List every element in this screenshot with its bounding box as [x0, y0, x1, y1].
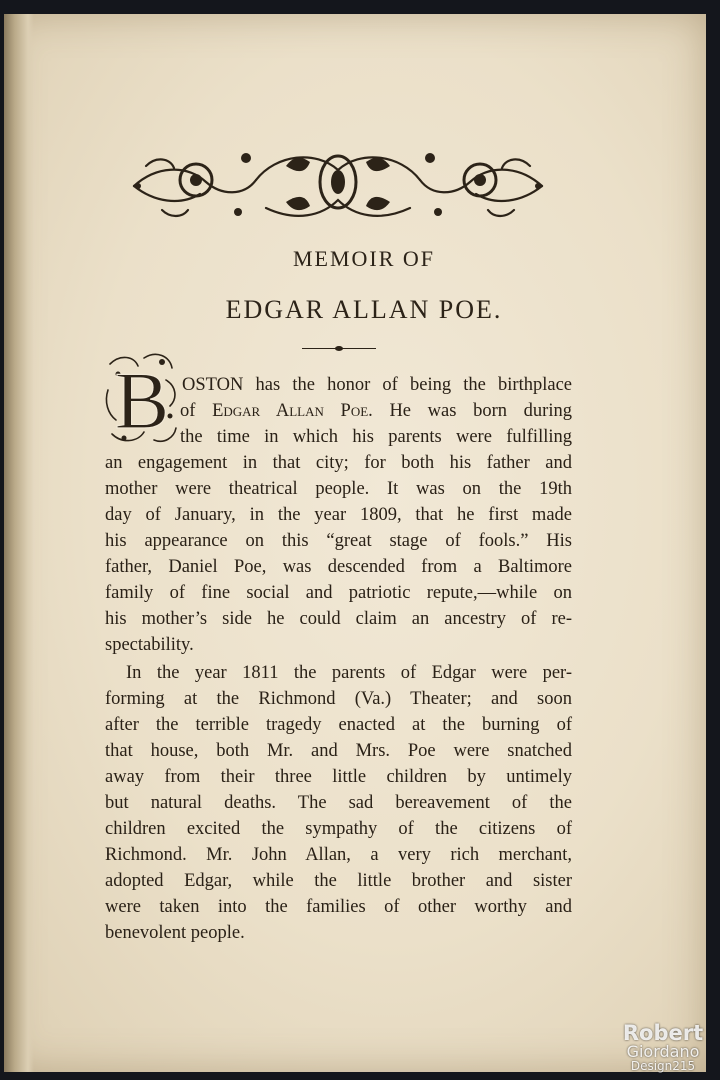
author-name-small-caps: Edgar Allan Poe [212, 401, 369, 421]
text-line: forming at the Richmond (Va.) Theater; and soon [105, 689, 572, 709]
text-line: but natural deaths. The sad bereavement of the [105, 793, 572, 813]
text-line: an engagement in that city; for both his father and [105, 453, 572, 473]
watermark-line-3: Design215 [630, 1059, 696, 1073]
watermark-line-1: Robert [622, 1021, 704, 1045]
text-line: that house, both Mr. and Mrs. Poe were snatched [105, 741, 572, 761]
text-line: family of fine social and patriotic repute,—while on [105, 583, 572, 603]
photographer-watermark [618, 1023, 708, 1072]
text-line: Richmond. Mr. John Allan, a very rich merchant, [105, 845, 572, 865]
text-span: of [180, 401, 213, 421]
text-line: day of January, in the year 1809, that he first made [105, 505, 572, 525]
memoir-title-line-2: EDGAR ALLAN POE. [225, 295, 503, 324]
text-line: his appearance on this “great stage of fools.” His [105, 531, 572, 551]
text-line: away from their three little children by untimely [105, 767, 572, 787]
text-line: children excited the sympathy of the citizens of [105, 819, 572, 839]
text-line: after the terrible tragedy enacted at the burning of [105, 715, 572, 735]
memoir-title-line-1: MEMOIR OF [292, 246, 436, 271]
page-spine-shadow [4, 14, 34, 1072]
text-line: were taken into the families of other worthy and [105, 897, 572, 917]
text-line: OSTON has the honor of being the birthplace [182, 375, 572, 395]
book-page [4, 14, 706, 1072]
text-line: father, Daniel Poe, was descended from a Baltimore [105, 557, 572, 577]
watermark-line-2: Giordano [626, 1042, 700, 1061]
text-line [180, 398, 572, 424]
text-line: his mother’s side he could claim an ancestry of re- [105, 609, 572, 629]
floral-scroll-ornament-icon [126, 136, 550, 232]
illuminated-initial-icon [104, 350, 180, 446]
text-line: the time in which his parents were fulfilling [180, 427, 572, 447]
text-line: spectability. [105, 635, 194, 655]
text-span: . He was born during [368, 401, 572, 421]
drop-cap-letter: B [114, 355, 170, 446]
text-line: In the year 1811 the parents of Edgar were per- [126, 663, 572, 683]
title-divider-rule [302, 348, 376, 349]
text-line: adopted Edgar, while the little brother and sister [105, 871, 572, 891]
text-line: mother were theatrical people. It was on the 19th [105, 479, 572, 499]
text-line: benevolent people. [105, 923, 245, 943]
